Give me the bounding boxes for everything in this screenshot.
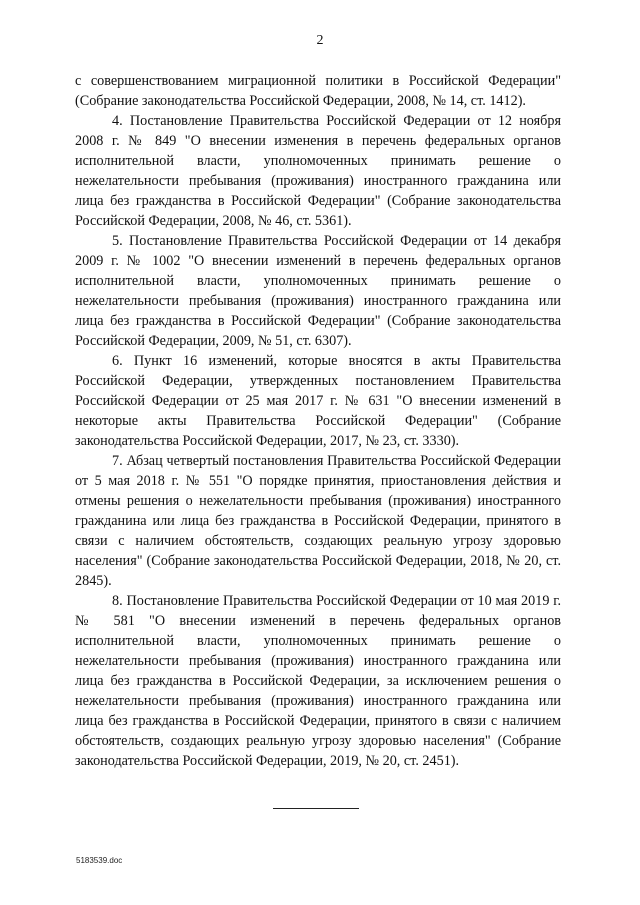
end-separator-line — [273, 808, 359, 809]
paragraph-continuation: с совершенствованием миграционной политики в Российской Федерации" (Собрание законодательства Российской Федерации, 2008, № 14, ст. 1412). — [75, 73, 561, 109]
document-body — [75, 71, 561, 771]
paragraph-item-8: 8. Постановление Правительства Российской Федерации от 10 мая 2019 г. № 581 "О внесении изменений в перечень федеральных органов исполнительной власти, уполномоченных принимать решение о нежелательности пребывания (проживания) иностранного гражданина или лица без гражданства в Российской Федерации, за исключением решения о нежелательности пребывания (проживания) иностранного гражданина или лица без гражданства в Российской Федерации, принятого в связи с наличием обстоятельств, создающих реальную угрозу здоровью населения" (Собрание законодательства Российской Федерации, 2019, № 20, ст. 2451). — [75, 593, 561, 769]
document-id: 5183539.doc — [76, 856, 123, 865]
paragraph-item-7: 7. Абзац четвертый постановления Правительства Российской Федерации от 5 мая 2018 г. № 551 "О порядке принятия, приостановления действия и отмены решения о нежелательности пребывания (проживания) иностранного гражданина или лица без гражданства в Российской Федерации, принятого в связи с наличием обстоятельств, создающих реальную угрозу здоровью населения" (Собрание законодательства Российской Федерации, 2018, № 20, ст. 2845). — [75, 453, 561, 589]
paragraph-item-5: 5. Постановление Правительства Российской Федерации от 14 декабря 2009 г. № 1002 "О внесении изменений в перечень федеральных органов исполнительной власти, уполномоченных принимать решение о нежелательности пребывания (проживания) иностранного гражданина или лица без гражданства в Российской Федерации" (Собрание законодательства Российской Федерации, 2009, № 51, ст. 6307). — [75, 233, 561, 349]
paragraph-item-4: 4. Постановление Правительства Российской Федерации от 12 ноября 2008 г. № 849 "О внесении изменения в перечень федеральных органов исполнительной власти, уполномоченных принимать решение о нежелательности пребывания (проживания) иностранного гражданина или лица без гражданства в Российской Федерации" (Собрание законодательства Российской Федерации, 2008, № 46, ст. 5361). — [75, 113, 561, 229]
page-number: 2 — [316, 33, 324, 48]
paragraph-item-6: 6. Пункт 16 изменений, которые вносятся в акты Правительства Российской Федерации, утвержденных постановлением Правительства Российской Федерации от 25 мая 2017 г. № 631 "О внесении изменений в некоторые акты Правительства Российской Федерации" (Собрание законодательства Российской Федерации, 2017, № 23, ст. 3330). — [75, 353, 561, 449]
